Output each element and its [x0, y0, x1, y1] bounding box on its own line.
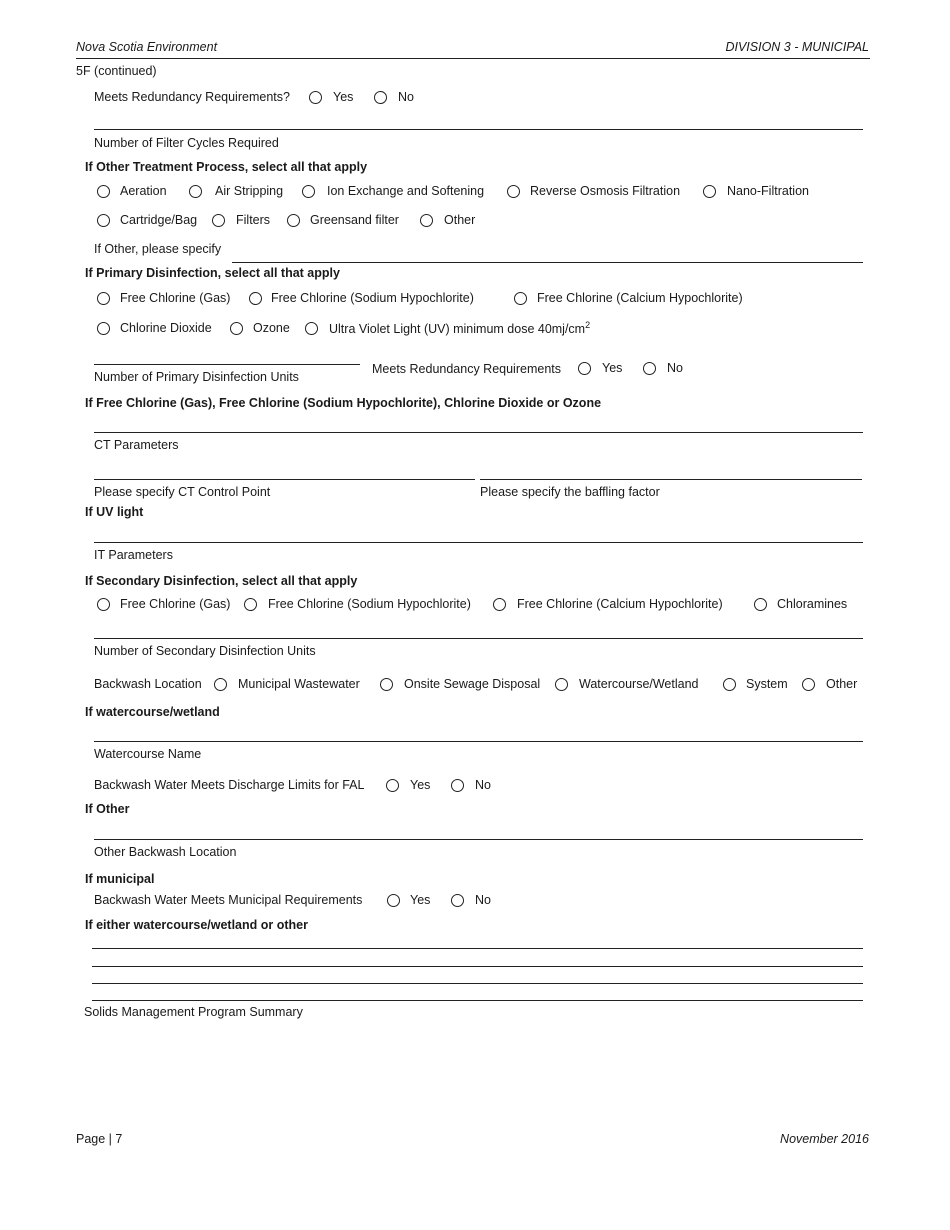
baffling-factor-label: Please specify the baffling factor [480, 485, 660, 499]
redundancy-no-radio[interactable] [374, 91, 387, 104]
reverse-osmosis-label: Reverse Osmosis Filtration [530, 184, 681, 198]
air-stripping-radio[interactable] [189, 185, 202, 198]
municipal-no-radio[interactable] [451, 894, 464, 907]
fal-yes-label: Yes [410, 778, 431, 792]
aeration-radio[interactable] [97, 185, 110, 198]
backwash-system-radio[interactable] [723, 678, 736, 691]
ion-exchange-label: Ion Exchange and Softening [327, 184, 485, 198]
cartridge-bag-label: Cartridge/Bag [120, 213, 198, 227]
backwash-location-label: Backwash Location [94, 677, 202, 691]
filters-radio[interactable] [212, 214, 225, 227]
backwash-municipal-radio[interactable] [214, 678, 227, 691]
other-treatment-heading: If Other Treatment Process, select all that apply [85, 160, 368, 174]
filter-cycles-label: Number of Filter Cycles Required [94, 136, 279, 150]
other-treatment-label: Other [444, 213, 476, 227]
uv-radio[interactable] [305, 322, 318, 335]
secondary-calcium-radio[interactable] [493, 598, 506, 611]
backwash-municipal-label: Municipal Wastewater [238, 677, 360, 691]
ozone-label: Ozone [253, 321, 290, 335]
other-treatment-radio[interactable] [420, 214, 433, 227]
ozone-radio[interactable] [230, 322, 243, 335]
greensand-radio[interactable] [287, 214, 300, 227]
backwash-other-radio[interactable] [802, 678, 815, 691]
air-stripping-label: Air Stripping [215, 184, 284, 198]
secondary-sodium-label: Free Chlorine (Sodium Hypochlorite) [268, 597, 471, 611]
chloramines-radio[interactable] [754, 598, 767, 611]
primary-units-field[interactable] [94, 364, 360, 365]
aeration-label: Aeration [120, 184, 167, 198]
watercourse-name-field[interactable] [94, 741, 863, 742]
backwash-system-label: System [746, 677, 788, 691]
footer-page-number: Page | 7 [76, 1132, 123, 1146]
municipal-yes-radio[interactable] [387, 894, 400, 907]
backwash-onsite-label: Onsite Sewage Disposal [404, 677, 541, 691]
backwash-onsite-radio[interactable] [380, 678, 393, 691]
uv-label: Ultra Violet Light (UV) minimum dose $40mj/cm^2$ [329, 319, 591, 336]
primary-redundancy-label: Meets Redundancy Requirements [372, 362, 561, 376]
primary-units-label: Number of Primary Disinfection Units [94, 370, 299, 384]
header-agency: Nova Scotia Environment [76, 40, 218, 54]
section-continued: 5F (continued) [76, 64, 157, 78]
primary-heading: If Primary Disinfection, select all that apply [85, 266, 340, 280]
backwash-watercourse-radio[interactable] [555, 678, 568, 691]
greensand-label: Greensand filter [310, 213, 399, 227]
municipal-requirements-label: Backwash Water Meets Municipal Requirements [94, 893, 363, 907]
ion-exchange-radio[interactable] [302, 185, 315, 198]
solids-line-1[interactable] [92, 948, 863, 949]
secondary-units-field[interactable] [94, 638, 863, 639]
municipal-heading: If municipal [85, 872, 155, 886]
ct-control-point-field[interactable] [94, 479, 475, 480]
fal-yes-radio[interactable] [386, 779, 399, 792]
secondary-gas-label: Free Chlorine (Gas) [120, 597, 231, 611]
solids-label: Solids Management Program Summary [84, 1005, 303, 1019]
header-division: DIVISION 3 - MUNICIPAL [725, 40, 869, 54]
other-specify-field[interactable] [232, 262, 863, 263]
chlorine-dioxide-label: Chlorine Dioxide [120, 321, 212, 335]
fal-no-label: No [475, 778, 491, 792]
it-parameters-label: IT Parameters [94, 548, 173, 562]
it-parameters-field[interactable] [94, 542, 863, 543]
primary-redundancy-no-radio[interactable] [643, 362, 656, 375]
reverse-osmosis-radio[interactable] [507, 185, 520, 198]
baffling-factor-field[interactable] [480, 479, 862, 480]
primary-gas-label: Free Chlorine (Gas) [120, 291, 231, 305]
filters-label: Filters [236, 213, 271, 227]
municipal-yes-label: Yes [410, 893, 431, 907]
nano-filtration-label: Nano-Filtration [727, 184, 809, 198]
ct-parameters-label: CT Parameters [94, 438, 179, 452]
primary-calcium-label: Free Chlorine (Calcium Hypochlorite) [537, 291, 743, 305]
other-specify-label: If Other, please specify [94, 242, 222, 256]
primary-sodium-label: Free Chlorine (Sodium Hypochlorite) [271, 291, 474, 305]
uv-superscript: 2 [585, 319, 591, 330]
header-rule [76, 58, 870, 59]
ct-control-point-label: Please specify CT Control Point [94, 485, 271, 499]
solids-line-2[interactable] [92, 966, 863, 967]
watercourse-name-label: Watercourse Name [94, 747, 202, 761]
redundancy-label: Meets Redundancy Requirements? [94, 90, 290, 104]
chlorine-dioxide-radio[interactable] [97, 322, 110, 335]
nano-filtration-radio[interactable] [703, 185, 716, 198]
secondary-sodium-radio[interactable] [244, 598, 257, 611]
fal-no-radio[interactable] [451, 779, 464, 792]
backwash-watercourse-label: Watercourse/Wetland [579, 677, 699, 691]
redundancy-yes-radio[interactable] [309, 91, 322, 104]
redundancy-no-label: No [398, 90, 414, 104]
municipal-no-label: No [475, 893, 491, 907]
filter-cycles-field[interactable] [94, 129, 863, 130]
solids-line-3[interactable] [92, 983, 863, 984]
fal-label: Backwash Water Meets Discharge Limits for FAL [94, 778, 365, 792]
secondary-heading: If Secondary Disinfection, select all that apply [85, 574, 358, 588]
primary-redundancy-yes-label: Yes [602, 361, 623, 375]
other-backwash-label: Other Backwash Location [94, 845, 237, 859]
solids-heading: If either watercourse/wetland or other [85, 918, 308, 932]
secondary-units-label: Number of Secondary Disinfection Units [94, 644, 316, 658]
chloramines-label: Chloramines [777, 597, 848, 611]
backwash-other-label: Other [826, 677, 858, 691]
footer-date: November 2016 [780, 1132, 869, 1146]
secondary-gas-radio[interactable] [97, 598, 110, 611]
primary-redundancy-yes-radio[interactable] [578, 362, 591, 375]
primary-sodium-radio[interactable] [249, 292, 262, 305]
solids-line-4[interactable] [92, 1000, 863, 1001]
primary-calcium-radio[interactable] [514, 292, 527, 305]
watercourse-heading: If watercourse/wetland [85, 705, 220, 719]
cartridge-bag-radio[interactable] [97, 214, 110, 227]
uv-heading: If UV light [85, 505, 144, 519]
ct-parameters-field[interactable] [94, 432, 863, 433]
primary-redundancy-no-label: No [667, 361, 683, 375]
primary-gas-radio[interactable] [97, 292, 110, 305]
secondary-calcium-label: Free Chlorine (Calcium Hypochlorite) [517, 597, 723, 611]
ct-heading: If Free Chlorine (Gas), Free Chlorine (Sodium Hypochlorite), Chlorine Dioxide or Ozone [85, 396, 602, 410]
other-backwash-heading: If Other [85, 802, 130, 816]
redundancy-yes-label: Yes [333, 90, 354, 104]
other-backwash-field[interactable] [94, 839, 863, 840]
